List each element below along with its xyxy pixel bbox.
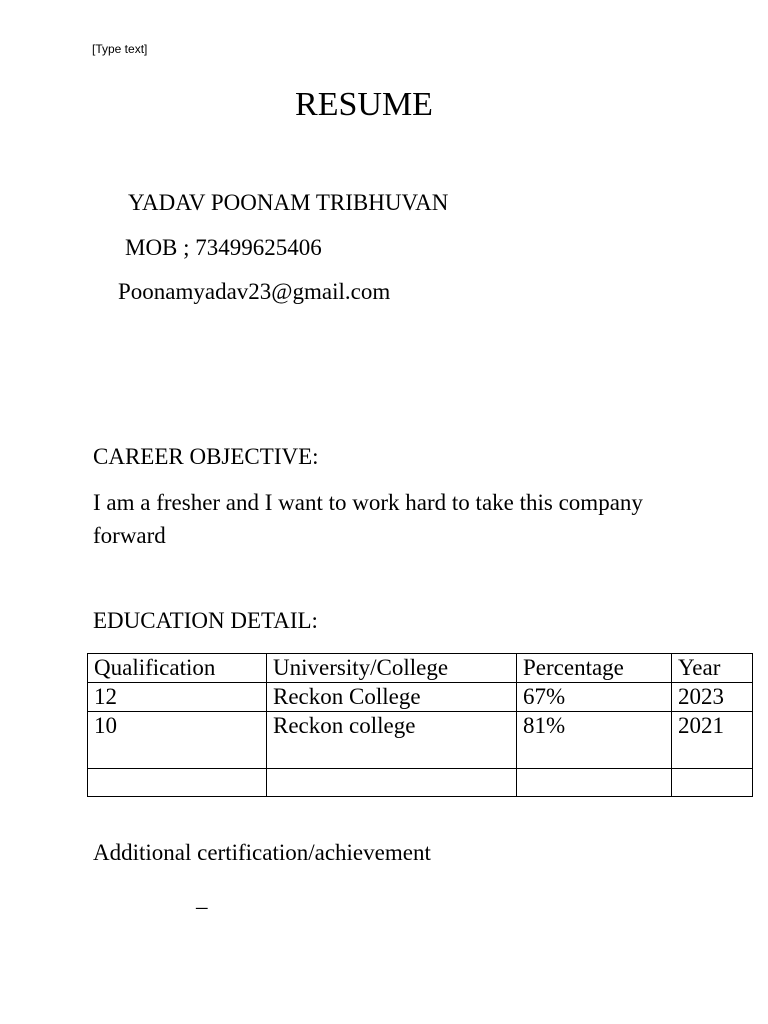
cell-percentage: 81% — [517, 712, 672, 769]
column-header-university: University/College — [267, 654, 517, 683]
page-title: RESUME — [295, 86, 433, 123]
applicant-name: YADAV POONAM TRIBHUVAN — [128, 190, 449, 215]
cell-university — [267, 769, 517, 797]
career-objective-text: I am a fresher and I want to work hard to take this company forward — [93, 490, 643, 548]
table-header-row — [88, 654, 753, 683]
education-heading: EDUCATION DETAIL: — [93, 608, 318, 633]
cell-percentage: 67% — [517, 683, 672, 712]
column-header-percentage: Percentage — [517, 654, 672, 683]
education-table — [87, 653, 753, 797]
career-objective-heading: CAREER OBJECTIVE: — [93, 444, 319, 469]
cell-qualification: 10 — [88, 712, 267, 769]
cell-year: 2021 — [672, 712, 753, 769]
table-row — [88, 712, 753, 769]
column-header-year: Year — [672, 654, 753, 683]
additional-item-dash: – — [196, 894, 208, 919]
email-address: Poonamyadav23@gmail.com — [118, 279, 391, 304]
cell-qualification: 12 — [88, 683, 267, 712]
column-header-qualification: Qualification — [88, 654, 267, 683]
table-row — [88, 769, 753, 797]
cell-year — [672, 769, 753, 797]
cell-university: Reckon College — [267, 683, 517, 712]
cell-university: Reckon college — [267, 712, 517, 769]
additional-certification-heading: Additional certification/achievement — [93, 840, 431, 865]
mobile-number: MOB ; 73499625406 — [125, 235, 322, 260]
header-placeholder-text: [Type text] — [92, 42, 148, 56]
table-row — [88, 683, 753, 712]
cell-year: 2023 — [672, 683, 753, 712]
cell-qualification — [88, 769, 267, 797]
cell-percentage — [517, 769, 672, 797]
